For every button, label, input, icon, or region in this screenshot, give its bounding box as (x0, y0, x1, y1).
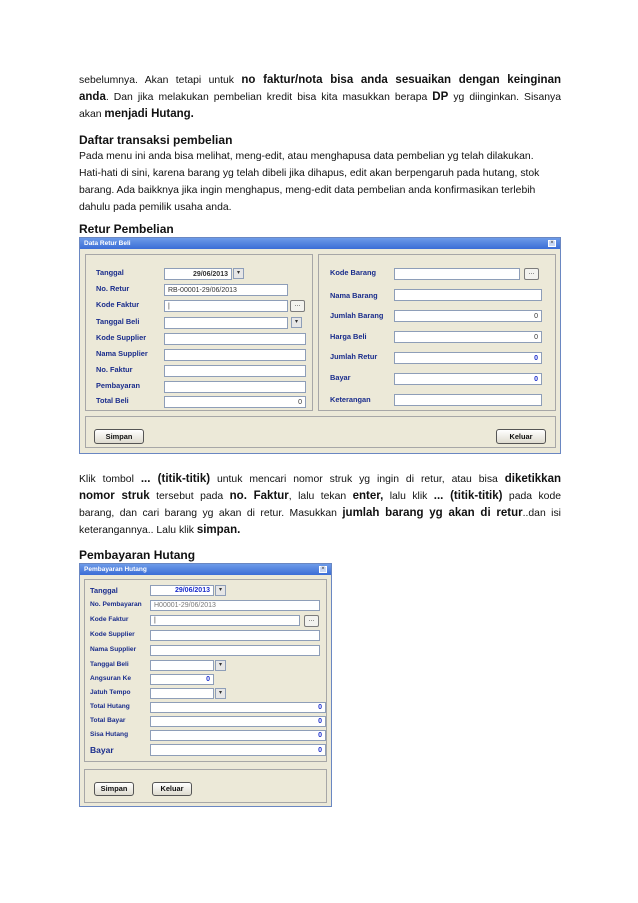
close-icon[interactable]: × (319, 566, 327, 573)
harga-beli-field[interactable]: 0 (394, 331, 542, 343)
intro-text: sebelumnya. Akan tetapi untuk (79, 75, 242, 86)
klik-paragraph (79, 471, 561, 539)
klik-text: untuk mencari nomor struk yg ingin di retur, atau bisa (210, 474, 505, 485)
label-kode-barang: Kode Barang (330, 268, 376, 277)
keluar-button[interactable]: Keluar (152, 782, 192, 796)
label-kode-faktur: Kode Faktur (90, 616, 129, 623)
label-pembayaran: Pembayaran (96, 381, 140, 390)
label-jumlah-retur: Jumlah Retur (330, 352, 378, 361)
label-nama-barang: Nama Barang (330, 291, 378, 300)
hutang-titlebar (80, 564, 331, 575)
intro-bold: menjadi Hutang. (104, 108, 194, 120)
intro-paragraph (79, 72, 561, 123)
no-retur-field[interactable]: RB-00001-29/06/2013 (164, 284, 288, 296)
kode-barang-field[interactable] (394, 268, 520, 280)
daftar-line: Pada menu ini anda bisa melihat, meng-edit, atau menghapusa data pembelian yg telah dilakukan. (79, 151, 534, 162)
intro-text: akan (79, 109, 105, 120)
intro-bold: DP (432, 91, 449, 103)
label-nama-supplier: Nama Supplier (96, 349, 148, 358)
kode-faktur-search-button[interactable]: ... (290, 300, 305, 312)
intro-bold: no faktur/nota bisa anda sesuaikan dengan keinginan (241, 74, 561, 86)
label-jumlah-barang: Jumlah Barang (330, 311, 384, 320)
klik-bold: enter, (352, 490, 384, 502)
label-kode-supplier: Kode Supplier (90, 631, 135, 638)
daftar-line: Hati-hati di sini, karena barang yg telah dibeli jika dihapus, edit akan berpengaruh pada hutang, stok (79, 168, 540, 179)
angsuran-ke-field[interactable]: 0 (150, 674, 214, 685)
kode-barang-search-button[interactable]: ... (524, 268, 539, 280)
klik-bold: no. Faktur (229, 490, 289, 502)
klik-bold: diketikkan (504, 473, 561, 485)
klik-text: tersebut pada (149, 491, 230, 502)
kode-supplier-field[interactable] (164, 333, 306, 345)
hutang-heading: Pembayaran Hutang (79, 548, 196, 562)
label-no-pembayaran: No. Pembayaran (90, 601, 142, 608)
label-sisa-hutang: Sisa Hutang (90, 731, 129, 738)
simpan-button[interactable]: Simpan (94, 429, 144, 444)
sisa-hutang-field[interactable]: 0 (150, 730, 326, 741)
total-beli-field[interactable]: 0 (164, 396, 306, 408)
label-tanggal: Tanggal (96, 268, 124, 277)
daftar-line: barang. Ada baikknya jika ingin menghapus, meng-edit data pembelian anda konfirmasikan terlebih (79, 185, 536, 196)
tanggal-field[interactable]: 29/06/2013 (164, 268, 232, 280)
intro-text: . Dan jika melakukan pembelian kredit bisa kita masukkan berapa (105, 92, 433, 103)
retur-titlebar (80, 238, 560, 249)
label-total-beli: Total Beli (96, 396, 129, 405)
retur-window (79, 237, 561, 454)
nama-barang-field[interactable] (394, 289, 542, 301)
intro-text: yg diinginkan. Sisanya (448, 92, 562, 103)
klik-text: keterangannya.. Lalu klik (79, 525, 197, 536)
klik-text: , lalu tekan (288, 491, 353, 502)
daftar-heading: Daftar transaksi pembelian (79, 133, 233, 147)
tanggal-beli-field[interactable] (164, 317, 288, 329)
tanggal-field[interactable]: 29/06/2013 (150, 585, 214, 596)
nama-supplier-field[interactable] (164, 349, 306, 361)
keluar-button[interactable]: Keluar (496, 429, 546, 444)
no-faktur-field[interactable] (164, 365, 306, 377)
hutang-window-title: Pembayaran Hutang (84, 566, 147, 573)
keterangan-field[interactable] (394, 394, 542, 406)
klik-text: barang, dan cari barang yg akan di retur. Masukkan (79, 508, 343, 519)
klik-bold: jumlah barang yg akan di retur (342, 507, 523, 519)
simpan-button[interactable]: Simpan (94, 782, 134, 796)
label-no-retur: No. Retur (96, 284, 130, 293)
label-tanggal: Tanggal (90, 586, 118, 595)
total-bayar-field[interactable]: 0 (150, 716, 326, 727)
close-icon[interactable]: × (548, 240, 556, 247)
nama-supplier-field[interactable] (150, 645, 320, 656)
chevron-down-icon[interactable]: ▾ (215, 688, 226, 699)
label-bayar: Bayar (330, 373, 351, 382)
label-tanggal-beli: Tanggal Beli (96, 317, 140, 326)
jumlah-barang-field[interactable]: 0 (394, 310, 542, 322)
bayar-field[interactable]: 0 (394, 373, 542, 385)
label-angsuran-ke: Angsuran Ke (90, 675, 132, 682)
klik-text: ..dan isi (522, 508, 561, 519)
label-nama-supplier: Nama Supplier (90, 646, 137, 653)
daftar-line: dahulu pada pemilik usaha anda. (79, 202, 232, 213)
klik-text: Klik tombol (79, 474, 141, 485)
label-tanggal-beli: Tanggal Beli (90, 661, 129, 668)
klik-text: pada kode (502, 491, 562, 502)
label-total-bayar: Total Bayar (90, 717, 126, 724)
label-keterangan: Keterangan (330, 395, 371, 404)
pembayaran-field[interactable] (164, 381, 306, 393)
retur-button-group (85, 416, 556, 448)
kode-faktur-field[interactable]: | (150, 615, 300, 626)
tanggal-beli-field[interactable] (150, 660, 214, 671)
label-jatuh-tempo: Jatuh Tempo (90, 689, 131, 696)
label-kode-faktur: Kode Faktur (96, 300, 140, 309)
chevron-down-icon[interactable]: ▾ (291, 317, 302, 328)
klik-text: lalu klik (383, 491, 434, 502)
kode-supplier-field[interactable] (150, 630, 320, 641)
bayar-field[interactable]: 0 (150, 744, 326, 756)
no-pembayaran-field[interactable]: H00001-29/06/2013 (150, 600, 320, 611)
jatuh-tempo-field[interactable] (150, 688, 214, 699)
label-bayar: Bayar (90, 745, 114, 755)
total-hutang-field[interactable]: 0 (150, 702, 326, 713)
kode-faktur-search-button[interactable]: ... (304, 615, 319, 627)
hutang-window (79, 563, 332, 807)
klik-bold: nomor struk (79, 490, 150, 502)
label-kode-supplier: Kode Supplier (96, 333, 147, 342)
klik-bold: simpan. (196, 524, 241, 536)
daftar-paragraph (79, 148, 561, 216)
klik-bold: ... (titik-titik) (433, 490, 503, 502)
label-total-hutang: Total Hutang (90, 703, 130, 710)
label-no-faktur: No. Faktur (96, 365, 133, 374)
chevron-down-icon[interactable]: ▾ (215, 660, 226, 671)
kode-faktur-field[interactable]: | (164, 300, 288, 312)
jumlah-retur-field[interactable]: 0 (394, 352, 542, 364)
chevron-down-icon[interactable]: ▾ (233, 268, 244, 279)
intro-bold: anda (79, 91, 106, 103)
label-harga-beli: Harga Beli (330, 332, 367, 341)
retur-window-title: Data Retur Beli (84, 240, 131, 247)
klik-bold: ... (titik-titik) (140, 473, 211, 485)
chevron-down-icon[interactable]: ▾ (215, 585, 226, 596)
retur-heading: Retur Pembelian (79, 222, 174, 236)
